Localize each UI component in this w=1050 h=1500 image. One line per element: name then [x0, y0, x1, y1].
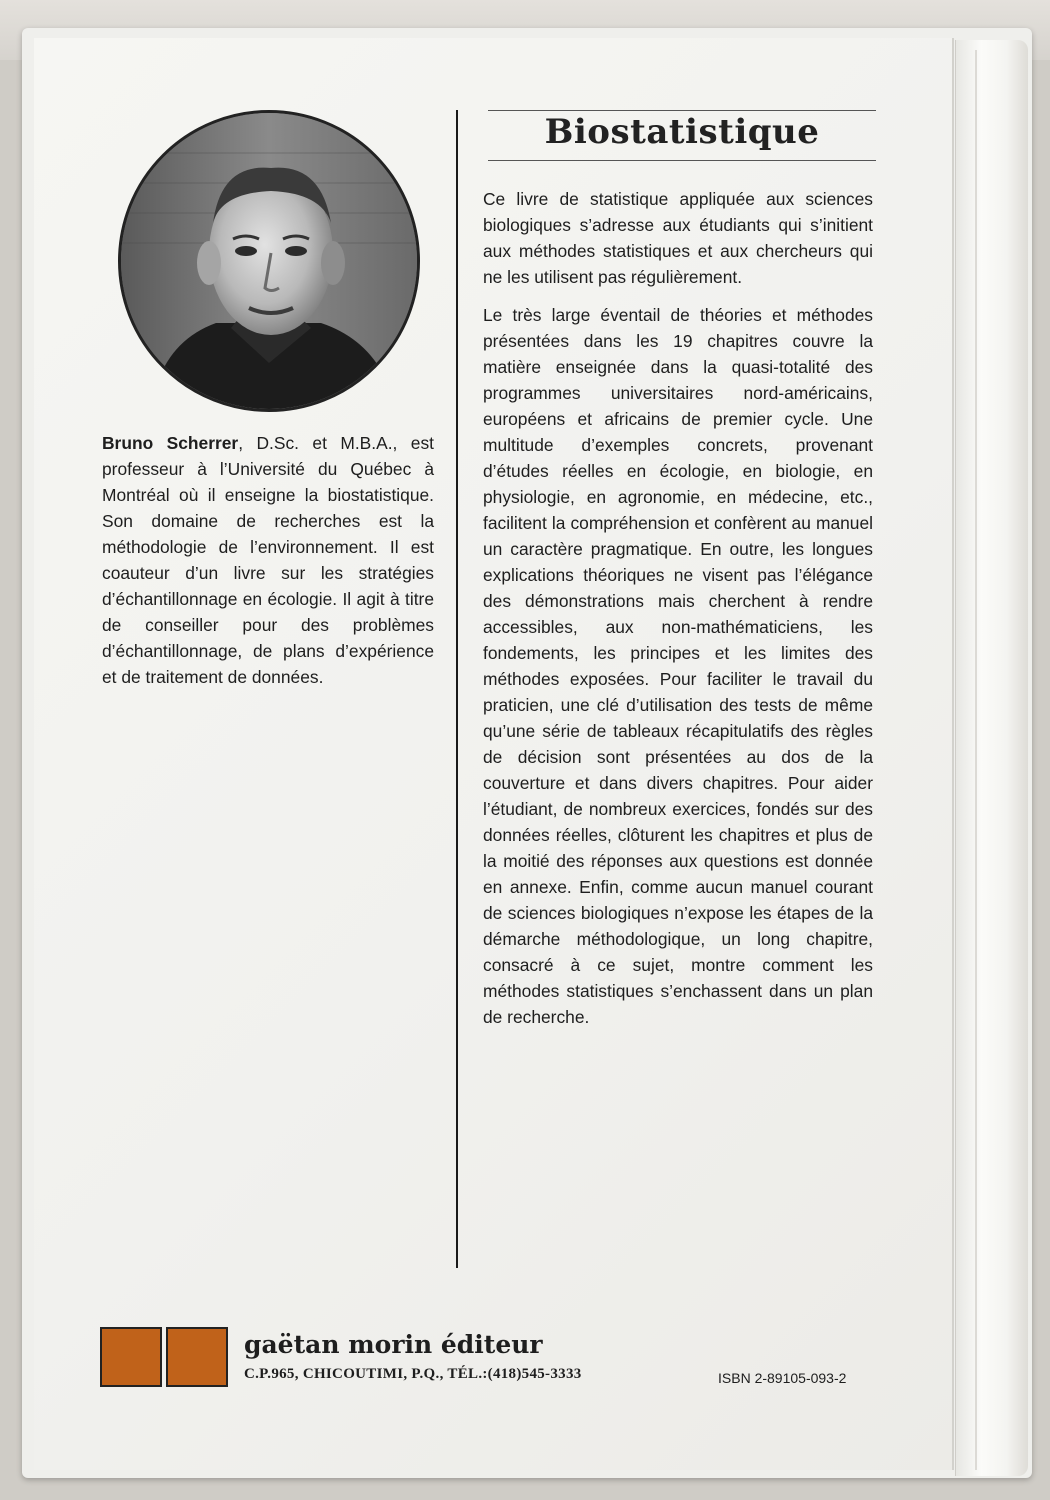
publisher-logo-square-left	[100, 1327, 162, 1387]
author-name: Bruno Scherrer	[102, 433, 239, 453]
author-photo-icon	[121, 113, 417, 409]
book-spine-edge	[955, 40, 1028, 1476]
publisher-address: C.P.965, CHICOUTIMI, P.Q., TÉL.:(418)545-3333	[244, 1366, 582, 1382]
publisher-name: gaëtan morin éditeur	[244, 1330, 543, 1359]
book-description	[483, 186, 873, 1042]
description-paragraph-2: Le très large éventail de théories et méthodes présentées dans les 19 chapitres couvre la matière enseignée dans la quasi-totalité des programmes universitaires nord-américains, européens et africains de premier cycle. Une multitude d’exemples concrets, provenant d’études réelles en écologie, en biologie, en physiologie, en agronomie, en médecine, etc., facilitent la compréhension et confèrent au manuel un caractère pragmatique. En outre, les longues explications théoriques ne visent pas l’élégance des démonstrations mais cherchent à rendre accessibles, aux non-mathématiciens, les fondements, les principes et les limites des méthodes exposées. Pour faciliter le travail du praticien, une clé d’utilisation des tests de même qu’une série de tableaux récapitulatifs des règles de décision sont présentées au dos de la couverture et dans divers chapitres. Pour aider l’étudiant, de nombreux exercices, fondés sur des données réelles, clôturent les chapitres et plus de la moitié des réponses aux questions est donnée en annexe. Enfin, comme aucun manuel courant de sciences biologiques n’expose les étapes de la démarche méthodologique, un long chapitre, consacré à ce sujet, montre comment les méthodes statistiques s’enchassent dans un plan de recherche.	[483, 305, 873, 1027]
isbn: ISBN 2-89105-093-2	[718, 1370, 847, 1386]
author-bio	[102, 430, 434, 690]
author-portrait	[118, 110, 420, 412]
title-rule-bottom	[488, 160, 876, 161]
author-bio-text: , D.Sc. et M.B.A., est professeur à l’Université du Québec à Montréal où il enseigne la biostatistique. Son domaine de recherches est la méthodologie de l’environnement. Il est coauteur d’un livre sur les stratégies d’échantillonnage en écologie. Il agit à titre de conseiller pour des problèmes d’échantillonnage, de plans d’expérience et de traitement de données.	[102, 433, 435, 687]
description-paragraph-1: Ce livre de statistique appliquée aux sciences biologiques s’adresse aux étudiants qui s’initient aux méthodes statistiques et aux chercheurs qui ne les utilisent pas régulièrement.	[483, 189, 873, 287]
book-title: Biostatistique	[544, 112, 820, 152]
spine-crease	[975, 50, 977, 1470]
title-rule-top	[488, 110, 876, 111]
publisher-logo-square-right	[166, 1327, 228, 1387]
column-divider	[456, 110, 458, 1268]
